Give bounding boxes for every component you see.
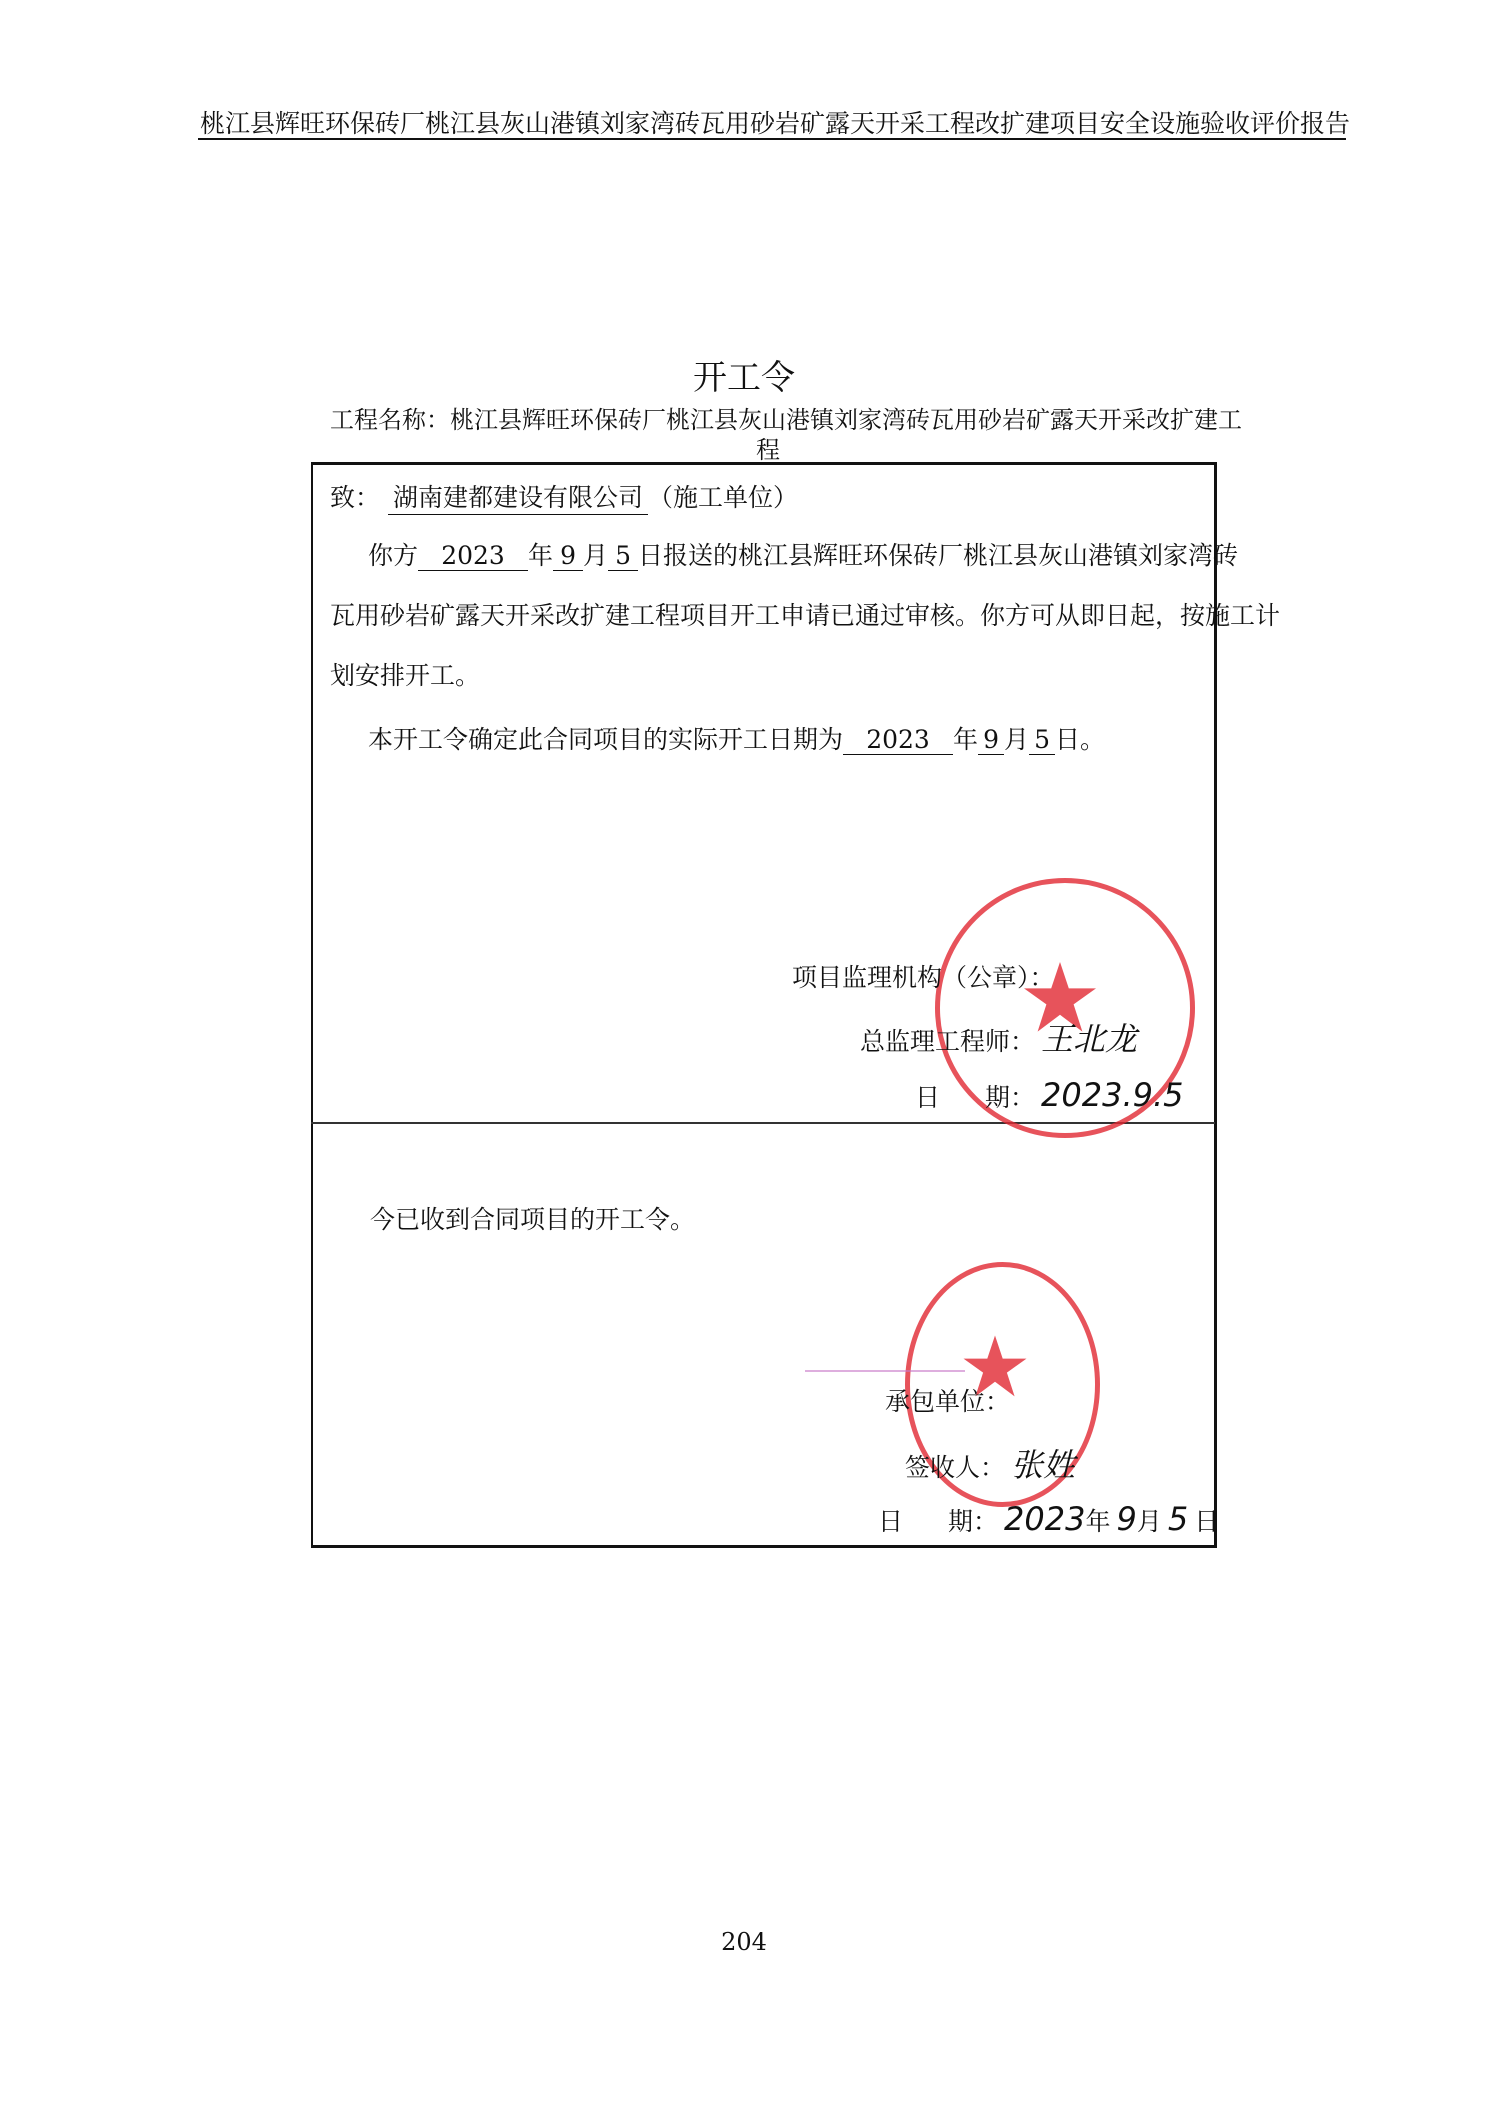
receipt-month: 9 (1116, 1500, 1137, 1538)
receipt-day: 5 (1167, 1500, 1189, 1538)
p2-month: 9 (978, 725, 1004, 755)
engineer-signature: 王北龙 (1041, 1020, 1138, 1058)
p2-year: 2023 (843, 725, 953, 755)
project-name-line1: 桃江县辉旺环保砖厂桃江县灰山港镇刘家湾砖瓦用砂岩矿露天开采改扩建工 (450, 406, 1242, 434)
receiver-line (905, 1440, 1075, 1486)
p1-y: 年 (528, 541, 554, 570)
project-label: 工程名称： (330, 406, 450, 434)
receipt-date-label-2: 期： (948, 1507, 999, 1536)
p1-rest: 日报送的桃江县辉旺环保砖厂桃江县灰山港镇刘家湾砖 (638, 541, 1239, 570)
p2-y: 年 (953, 725, 979, 754)
paragraph-1-line2: 瓦用砂岩矿露天开采改扩建工程项目开工申请已通过审核。你方可从即日起，按施工计 (330, 601, 1281, 630)
p2-m: 月 (1004, 725, 1030, 754)
supervisor-org-label: 项目监理机构（公章）： (792, 963, 1055, 992)
addressee (330, 478, 798, 515)
receiver-signature: 张姓 (1011, 1446, 1076, 1484)
header-rule (198, 138, 1346, 140)
p1-year: 2023 (418, 541, 528, 571)
running-header: 桃江县辉旺环保砖厂桃江县灰山港镇刘家湾砖瓦用砂岩矿露天开采工程改扩建项目安全设施验收评价报告 (200, 109, 1351, 138)
p1-day: 5 (608, 541, 638, 571)
receipt-y: 年 (1085, 1507, 1111, 1536)
p1-month: 9 (553, 541, 583, 571)
paragraph-1 (368, 536, 1238, 572)
receipt-year: 2023 (1004, 1500, 1086, 1538)
receipt-text: 今已收到合同项目的开工令。 (370, 1205, 696, 1234)
project-name-line2: 程 (756, 436, 780, 464)
date-label-1: 日 (915, 1083, 941, 1112)
page-number: 204 (721, 1928, 767, 1956)
date-label-2: 期： (985, 1083, 1036, 1112)
to-label: 致： (330, 483, 381, 512)
receipt-d: 日 (1194, 1507, 1220, 1536)
p2-d: 日。 (1055, 725, 1106, 754)
chief-engineer-line (860, 1014, 1137, 1060)
to-company: 湖南建都建设有限公司 (388, 478, 648, 515)
to-suffix: （施工单位） (647, 483, 798, 512)
paragraph-2 (368, 720, 1105, 756)
p1-prefix: 你方 (368, 541, 419, 570)
pink-mark (805, 1370, 965, 1372)
receiver-label: 签收人： (905, 1453, 1006, 1482)
supervisor-date-line (915, 1076, 1184, 1114)
contractor-label: 承包单位： (885, 1387, 1011, 1416)
supervisor-date: 2023.9.5 (1041, 1076, 1184, 1114)
paragraph-1-line3: 划安排开工。 (330, 661, 481, 690)
receipt-date-label-1: 日 (878, 1507, 904, 1536)
p1-m: 月 (583, 541, 609, 570)
p2-day: 5 (1029, 725, 1055, 755)
document-title: 开工令 (693, 358, 795, 398)
receipt-m: 月 (1136, 1507, 1162, 1536)
p2-prefix: 本开工令确定此合同项目的实际开工日期为 (368, 725, 844, 754)
chief-engineer-label: 总监理工程师： (860, 1027, 1036, 1056)
receipt-date-line (878, 1500, 1219, 1538)
